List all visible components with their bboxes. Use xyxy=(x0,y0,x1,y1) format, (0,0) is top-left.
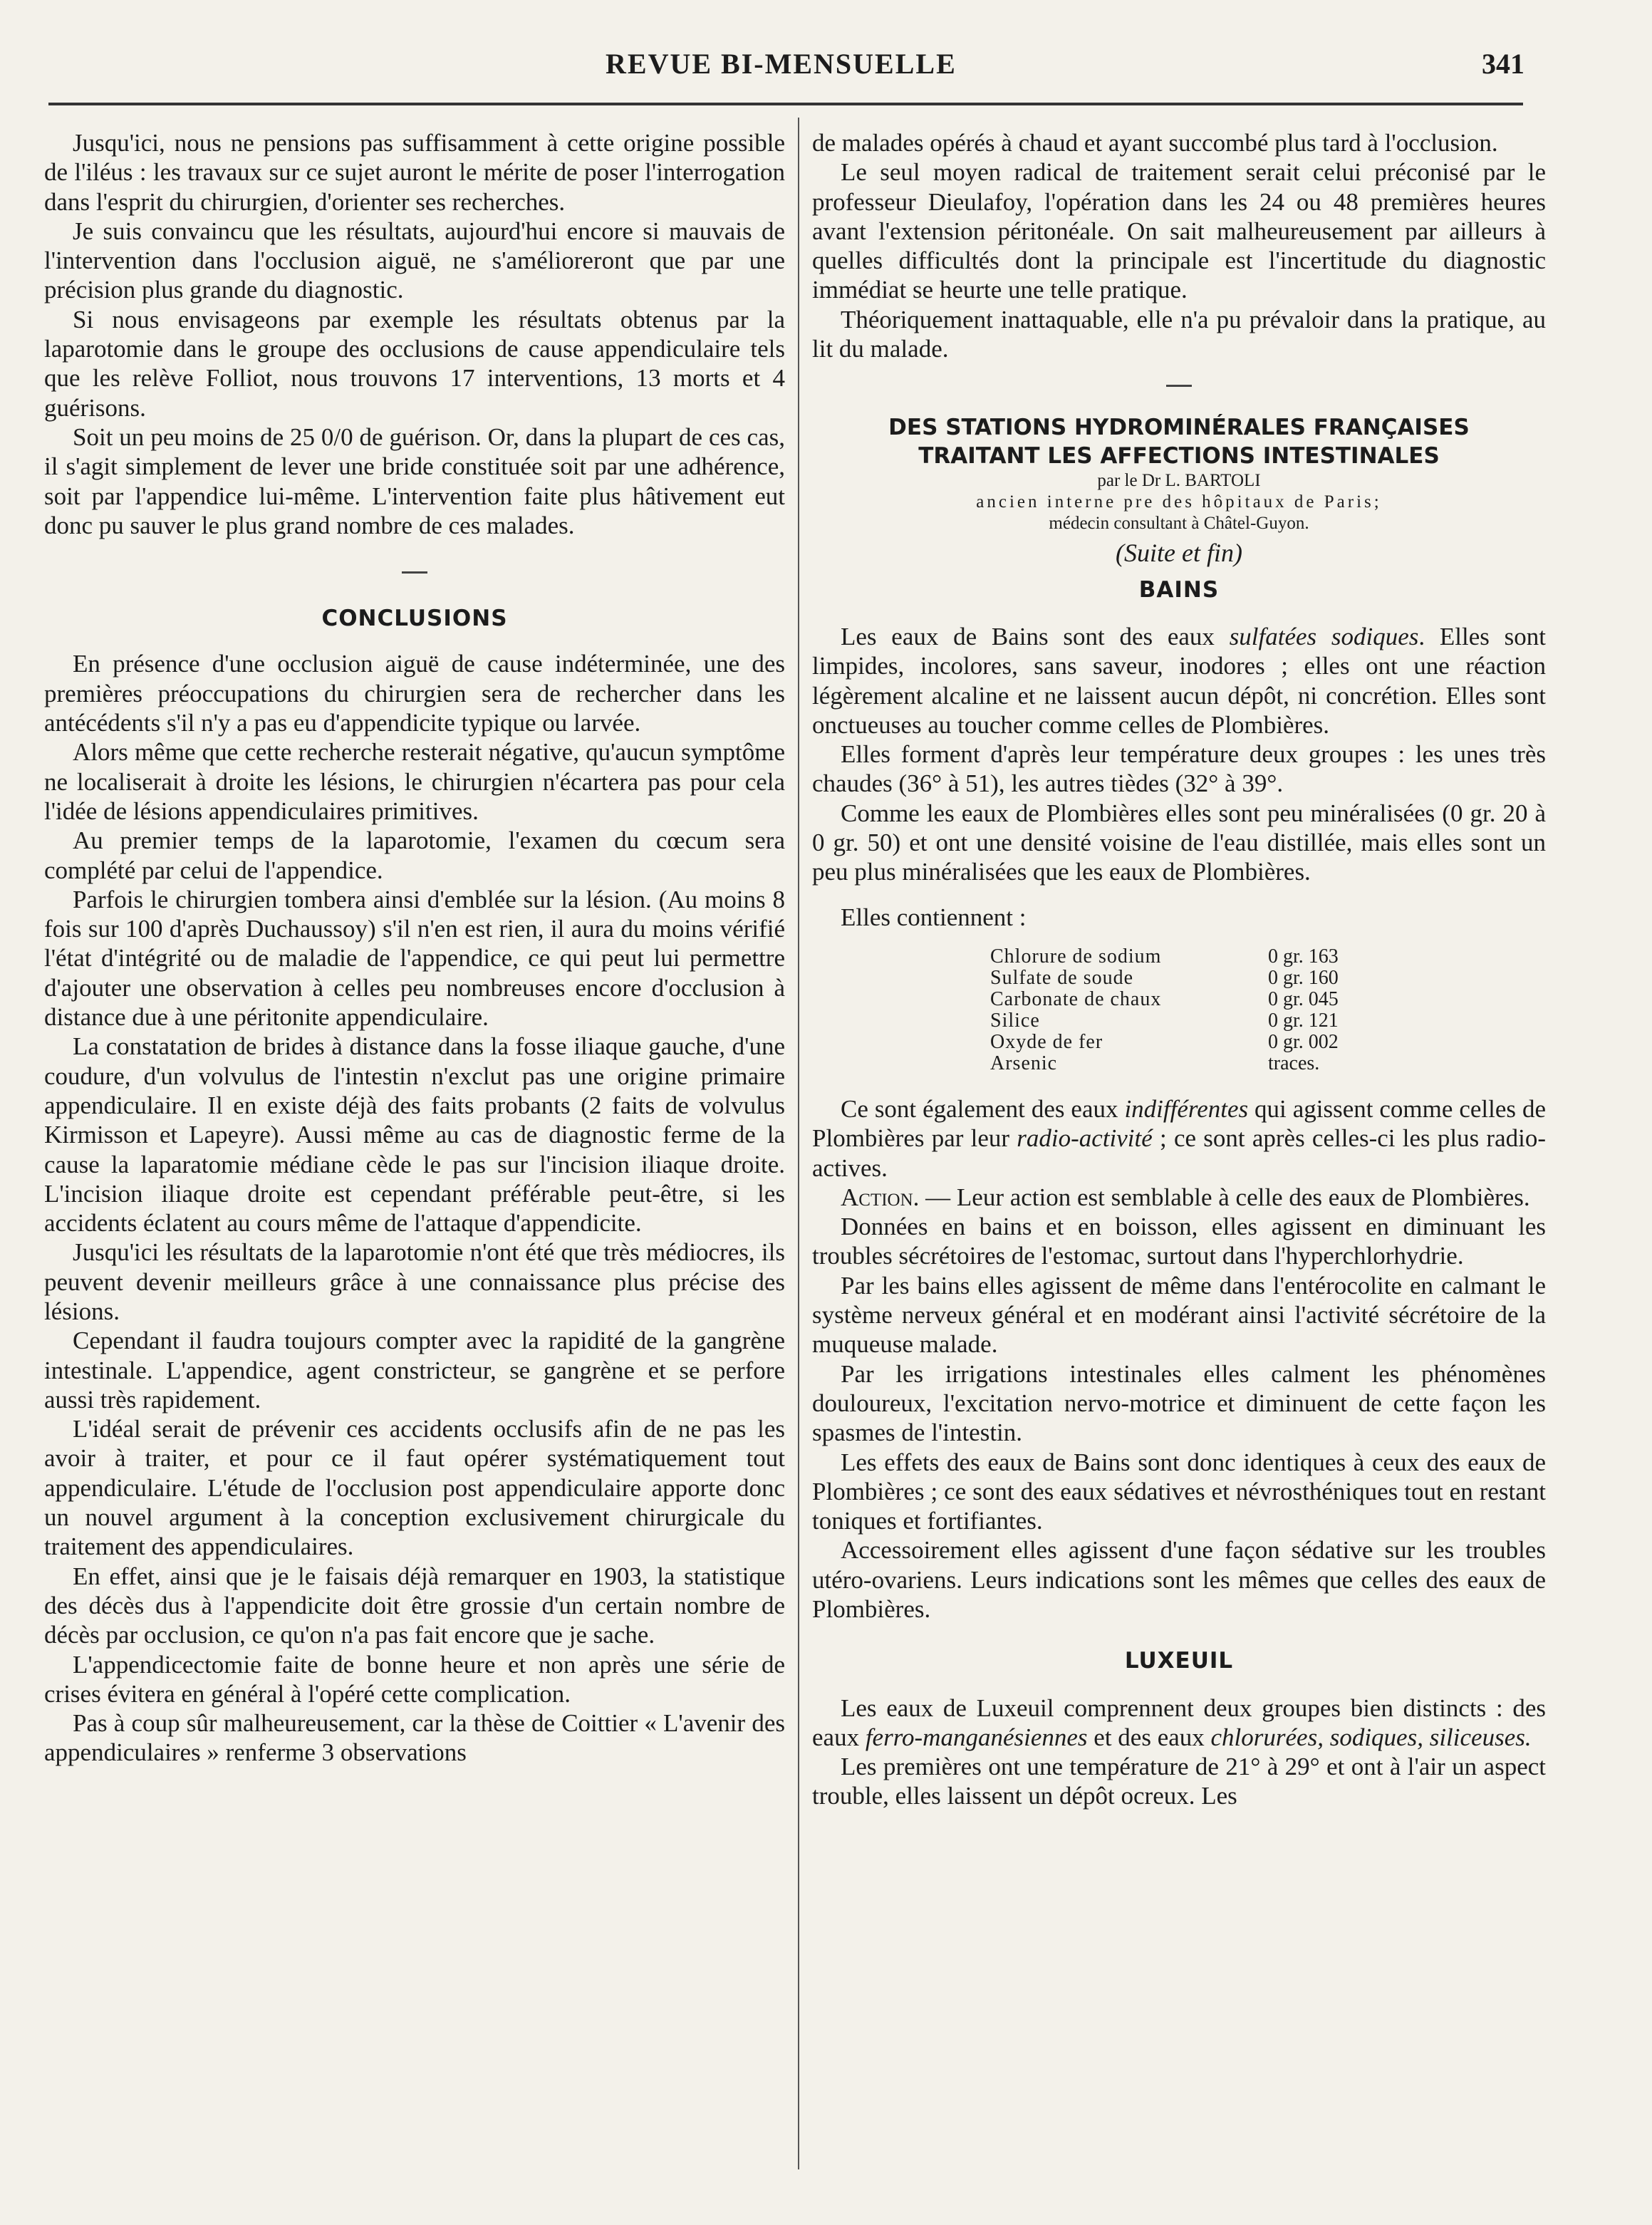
paragraph: Si nous envisageons par exemple les résultats obtenus par la laparotomie dans le groupe des occlusions de cause appendiculaire tels que les relève Folliot, nous trouvons 17 interventions, 13 morts et 4 guérisons. xyxy=(44,305,785,422)
article-subtitle: (Suite et fin) xyxy=(1116,539,1242,568)
paragraph: La constatation de brides à distance dans la fosse iliaque gauche, d'une coudure, d'un volvulus de l'intestin n'exclut pas une origine primaire appendiculaire. Il en existe déjà des faits probants (2 faits de volvulus Kirmisson et Lapeyre). Aussi même au cas de diagnostic ferme de la cause la laparatomie médiane cède le pas sur l'incision iliaque droite. L'incision iliaque droite est cependant préférable peut-être, si les accidents éclatent au cours même de l'attaque d'appendicite. xyxy=(44,1032,785,1238)
paragraph: Accessoirement elles agissent d'une façon sédative sur les troubles utéro-ovariens. Leurs indications sont les mêmes que celles des eaux de Plombières. xyxy=(812,1536,1546,1623)
text: Ce sont également des eaux xyxy=(841,1094,1125,1123)
paragraph: Pas à coup sûr malheureusement, car la thèse de Coittier « L'avenir des appendiculaires » renferme 3 observations xyxy=(44,1709,785,1767)
article-title-line: TRAITANT LES AFFECTIONS INTESTINALES xyxy=(918,443,1440,470)
author-title: ancien interne pre des hôpitaux de Paris; xyxy=(976,492,1382,512)
paragraph: Théoriquement inattaquable, elle n'a pu prévaloir dans la pratique, au lit du malade. xyxy=(812,305,1546,363)
conclusions-heading: CONCLUSIONS xyxy=(321,606,508,632)
paragraph: Par les irrigations intestinales elles calment les phénomènes douloureux, l'excitation nervo-motrice et diminuent de cette façon les spasmes de l'intestin. xyxy=(812,1359,1546,1447)
composition-name: Chlorure de sodium xyxy=(990,945,1162,968)
article-title-line: DES STATIONS HYDROMINÉRALES FRANÇAISES xyxy=(888,415,1470,441)
composition-name: Sulfate de soude xyxy=(990,966,1134,989)
bains-heading: BAINS xyxy=(1138,576,1220,603)
composition-table xyxy=(990,946,1339,1074)
author-affiliation: médecin consultant à Châtel-Guyon. xyxy=(1049,514,1309,534)
composition-value: 0 gr. 160 xyxy=(1268,966,1339,989)
page-header xyxy=(43,44,1524,87)
text: — Leur action est semblable à celle des eaux de Plombières. xyxy=(919,1183,1530,1211)
composition-row xyxy=(990,989,1339,1010)
text: ; ce sont après celles-ci les plus radio-actives. xyxy=(812,1124,1546,1182)
paragraph: Comme les eaux de Plombières elles sont peu minéralisées (0 gr. 20 à 0 gr. 50) et ont une densité voisine de l'eau distillée, mais elles sont un peu plus minéralisées que les eaux de Plombières. xyxy=(812,799,1546,886)
text: et des eaux xyxy=(1087,1723,1211,1751)
emphasis: radio-activité xyxy=(1017,1124,1153,1153)
emphasis: sulfatées sodiques xyxy=(1229,622,1419,650)
text: . Elles sont limpides, incolores, sans saveur, inodores ; elles ont une réaction légèrement alcaline et ne laissent aucun dépôt, ni concrétion. Elles sont onctueuses au toucher comme celles de Plombières. xyxy=(812,622,1546,739)
paragraph: En présence d'une occlusion aiguë de cause indéterminée, une des premières préoccupations du chirurgien sera de rechercher dans les antécédents s'il n'y a pas eu d'appendicite typique ou larvée. xyxy=(44,650,785,737)
emphasis: indifférentes xyxy=(1124,1094,1249,1123)
composition-row xyxy=(990,1053,1339,1074)
composition-name: Silice xyxy=(990,1009,1040,1032)
column-divider xyxy=(798,118,799,2169)
right-column xyxy=(812,128,1546,1811)
composition-row xyxy=(990,946,1339,968)
paragraph: Cependant il faudra toujours compter avec la rapidité de la gangrène intestinale. L'appendice, agent constricteur, se gangrène et se perfore aussi très rapidement. xyxy=(44,1327,785,1414)
composition-row xyxy=(990,1010,1339,1032)
paragraph: Elles contiennent : xyxy=(841,903,1027,931)
action-label: Action. xyxy=(841,1183,920,1211)
composition-name: Carbonate de chaux xyxy=(990,987,1162,1010)
paragraph: Les effets des eaux de Bains sont donc identiques à ceux des eaux de Plombières ; ce sont des eaux sédatives et névrosthéniques tout en restant toniques et fortifiantes. xyxy=(812,1448,1546,1535)
luxeuil-heading: LUXEUIL xyxy=(1124,1648,1234,1674)
composition-value: 0 gr. 163 xyxy=(1268,945,1339,968)
paragraph: Jusqu'ici les résultats de la laparotomie n'ont été que très médiocres, ils peuvent devenir meilleurs grâce à une connaissance plus précise des lésions. xyxy=(44,1238,785,1325)
paragraph: Les premières ont une température de 21° à 29° et ont à l'air un aspect trouble, elles laissent un dépôt ocreux. Les xyxy=(812,1753,1546,1810)
left-column xyxy=(44,128,785,1768)
paragraph xyxy=(812,1094,1546,1183)
composition-value: 0 gr. 045 xyxy=(1268,987,1339,1010)
paragraph: Jusqu'ici, nous ne pensions pas suffisamment à cette origine possible de l'iléus : les travaux sur ce sujet auront le mérite de poser l'interrogation dans l'esprit du chirurgien, d'orienter ses recherches. xyxy=(44,129,785,216)
composition-name: Arsenic xyxy=(990,1052,1058,1074)
text: Les eaux de Luxeuil comprennent deux groupes bien distincts : des eaux xyxy=(812,1694,1546,1751)
paragraph: L'idéal serait de prévenir ces accidents occlusifs afin de ne pas les avoir à traiter, et pour ce il faut opérer systématiquement tout appendiculaire. L'étude de l'occlusion post appendiculaire apporte donc un nouvel argument à la conception exclusivement chirurgicale du traitement des appendiculaires. xyxy=(44,1415,785,1561)
composition-row xyxy=(990,1032,1339,1053)
composition-value: traces. xyxy=(1268,1052,1320,1074)
composition-value: 0 gr. 121 xyxy=(1268,1009,1339,1032)
section-separator xyxy=(812,363,1546,413)
author-byline: par le Dr L. BARTOLI xyxy=(1097,471,1261,491)
emphasis: ferro-manganésiennes xyxy=(865,1723,1088,1751)
article-title xyxy=(812,413,1546,470)
paragraph: En effet, ainsi que je le faisais déjà remarquer en 1903, la statistique des décès dus à l'appendicite doit être grossie d'un certain nombre de décès par occlusion, ce qu'on n'a pas fait encore que je sache. xyxy=(44,1562,785,1649)
paragraph: Au premier temps de la laparotomie, l'examen du cœcum sera complété par celui de l'appendice. xyxy=(44,826,785,884)
section-separator xyxy=(44,540,785,604)
paragraph: Le seul moyen radical de traitement serait celui préconisé par le professeur Dieulafoy, l'opération dans les 24 ou 48 premières heures avant l'extension péritonéale. On sait malheureusement par ailleurs à quelles difficultés dont la principale est l'incertitude du diagnostic immédiat se heurte une telle pratique. xyxy=(812,158,1546,304)
text: qui agissent comme celles de Plombières par leur xyxy=(812,1094,1546,1153)
paragraph xyxy=(812,622,1546,740)
page-number: 341 xyxy=(1482,48,1524,80)
emphasis: chlorurées, sodiques, siliceuses. xyxy=(1210,1723,1532,1751)
paragraph: L'appendicectomie faite de bonne heure et non après une série de crises évitera en général à l'opéré cette complication. xyxy=(44,1650,785,1708)
paragraph: Alors même que cette recherche resterait négative, qu'aucun symptôme ne localiserait à droite les lésions, le chirurgien n'écartera pas pour cela l'idée de lésions appendiculaires primitives. xyxy=(44,738,785,825)
text: Les eaux de Bains sont des eaux xyxy=(841,622,1230,650)
composition-value: 0 gr. 002 xyxy=(1268,1030,1339,1053)
paragraph: Parfois le chirurgien tombera ainsi d'emblée sur la lésion. (Au moins 8 fois sur 100 d'après Duchaussoy) s'il n'en est rien, il aura du moins vérifié l'état d'intégrité ou de maladie de l'appendice, ce qui peut lui permettre d'ajouter une observation à celles peu nombreuses encore d'occlusion à distance due à une péritonite appendiculaire. xyxy=(44,885,785,1032)
composition-name: Oxyde de fer xyxy=(990,1030,1103,1053)
paragraph xyxy=(812,1694,1546,1753)
journal-title: REVUE BI-MENSUELLE xyxy=(606,48,957,80)
composition-row xyxy=(990,968,1339,989)
paragraph: Données en bains et en boisson, elles agissent en diminuant les troubles sécrétoires de l'estomac, surtout dans l'hyperchlorhydrie. xyxy=(812,1213,1546,1270)
paragraph: Elles forment d'après leur température deux groupes : les unes très chaudes (36° à 51), les autres tièdes (32° à 39°. xyxy=(812,740,1546,798)
paragraph xyxy=(812,1183,1546,1212)
paragraph: Par les bains elles agissent de même dans l'entérocolite en calmant le système nerveux général et en modérant ainsi l'activité sécrétoire de la muqueuse malade. xyxy=(812,1271,1546,1359)
paragraph: Soit un peu moins de 25 0/0 de guérison. Or, dans la plupart de ces cas, il s'agit simplement de lever une bride constituée soit par une adhérence, soit par l'appendice lui-même. L'intervention faite plus hâtivement eut donc pu sauver le plus grand nombre de ces malades. xyxy=(44,422,785,539)
paragraph: de malades opérés à chaud et ayant succombé plus tard à l'occlusion. xyxy=(812,129,1498,157)
paragraph: Je suis convaincu que les résultats, aujourd'hui encore si mauvais de l'intervention dans l'occlusion aiguë, ne s'amélioreront que par une précision plus grande du diagnostic. xyxy=(44,217,785,304)
header-rule xyxy=(48,103,1523,105)
